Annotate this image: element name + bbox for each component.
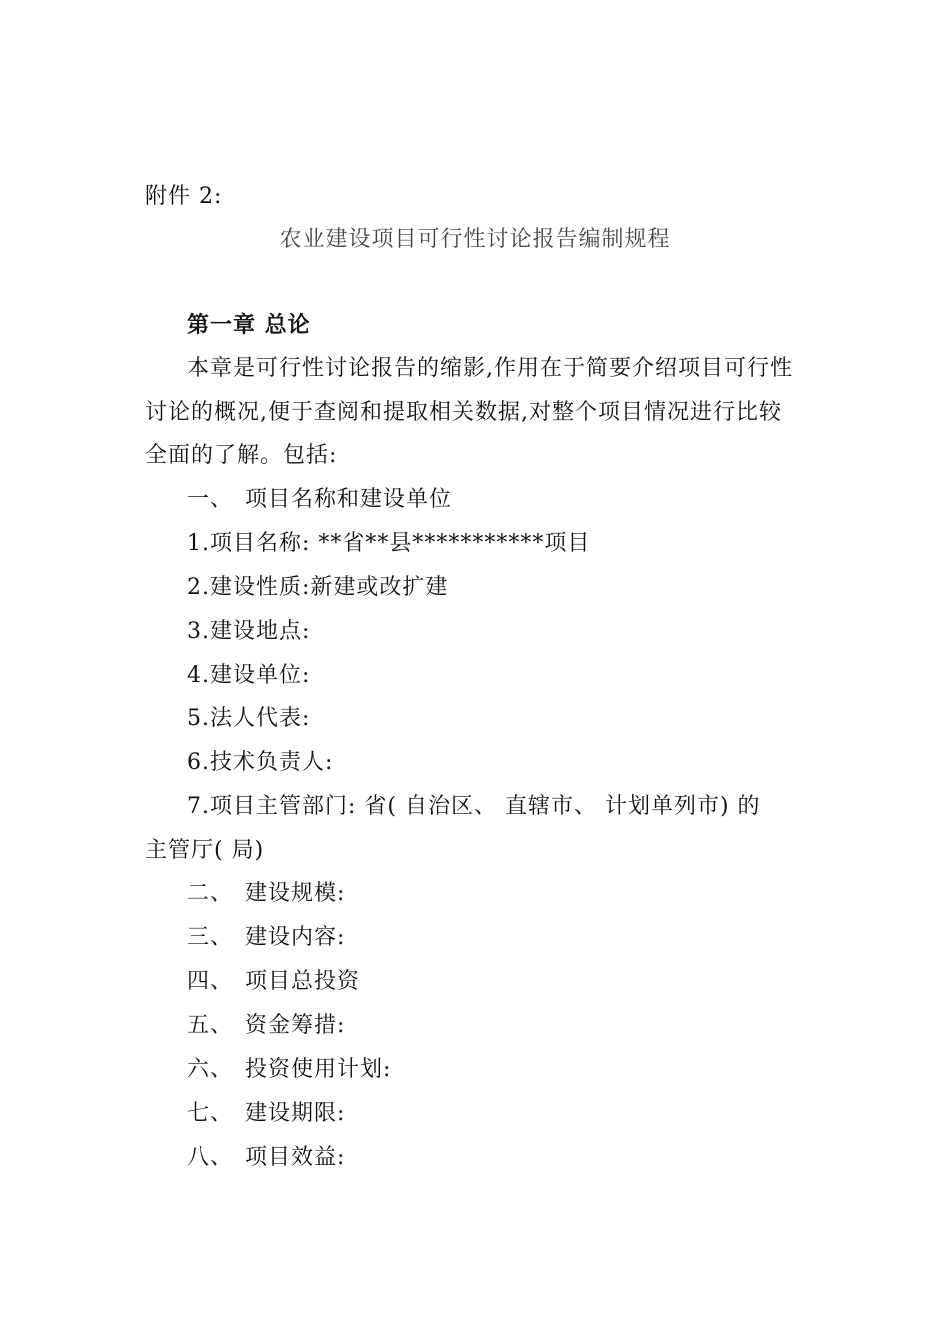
section-number: 四、 (187, 969, 234, 994)
section-text: 建设期限: (245, 1101, 346, 1126)
intro-line-3: 全面的了解。包括: (145, 443, 338, 468)
attachment-label: 附件 2: (145, 184, 223, 209)
section-five (187, 1011, 345, 1041)
section-two (187, 879, 345, 909)
section-number: 三、 (187, 925, 234, 950)
item-competent-department-cont: 主管厅( 局) (145, 838, 265, 863)
section-number: 五、 (187, 1013, 234, 1038)
section-number: 八、 (187, 1145, 234, 1170)
section-text: 项目总投资 (245, 969, 361, 994)
section-text: 资金筹措: (245, 1013, 346, 1038)
document-title: 农业建设项目可行性讨论报告编制规程 (279, 227, 671, 252)
item-legal-representative: 5.法人代表: (187, 706, 311, 731)
section-four (187, 967, 360, 997)
chapter-heading: 第一章 总论 (187, 313, 311, 338)
section-text: 项目效益: (245, 1145, 346, 1170)
intro-line-1: 本章是可行性讨论报告的缩影,作用在于简要介绍项目可行性 (187, 356, 793, 381)
section-text: 建设规模: (245, 881, 346, 906)
section-six (187, 1055, 391, 1085)
item-project-name: 1.项目名称: **省**县***********项目 (187, 531, 591, 556)
item-technical-lead: 6.技术负责人: (187, 750, 334, 775)
section-number: 一、 (187, 487, 234, 512)
intro-line-2: 讨论的概况,便于查阅和提取相关数据,对整个项目情况进行比较 (145, 400, 782, 425)
section-one (187, 485, 452, 515)
section-text: 投资使用计划: (245, 1057, 392, 1082)
section-text: 建设内容: (245, 925, 346, 950)
section-number: 二、 (187, 881, 234, 906)
section-number: 七、 (187, 1101, 234, 1126)
item-construction-location: 3.建设地点: (187, 619, 311, 644)
item-construction-nature: 2.建设性质:新建或改扩建 (187, 575, 449, 600)
item-construction-unit: 4.建设单位: (187, 663, 311, 688)
section-eight (187, 1143, 345, 1173)
item-competent-department: 7.项目主管部门: 省( 自治区、 直辖市、 计划单列市) 的 (187, 794, 761, 819)
section-three (187, 923, 345, 953)
section-seven (187, 1099, 345, 1129)
section-number: 六、 (187, 1057, 234, 1082)
section-text: 项目名称和建设单位 (245, 487, 453, 512)
